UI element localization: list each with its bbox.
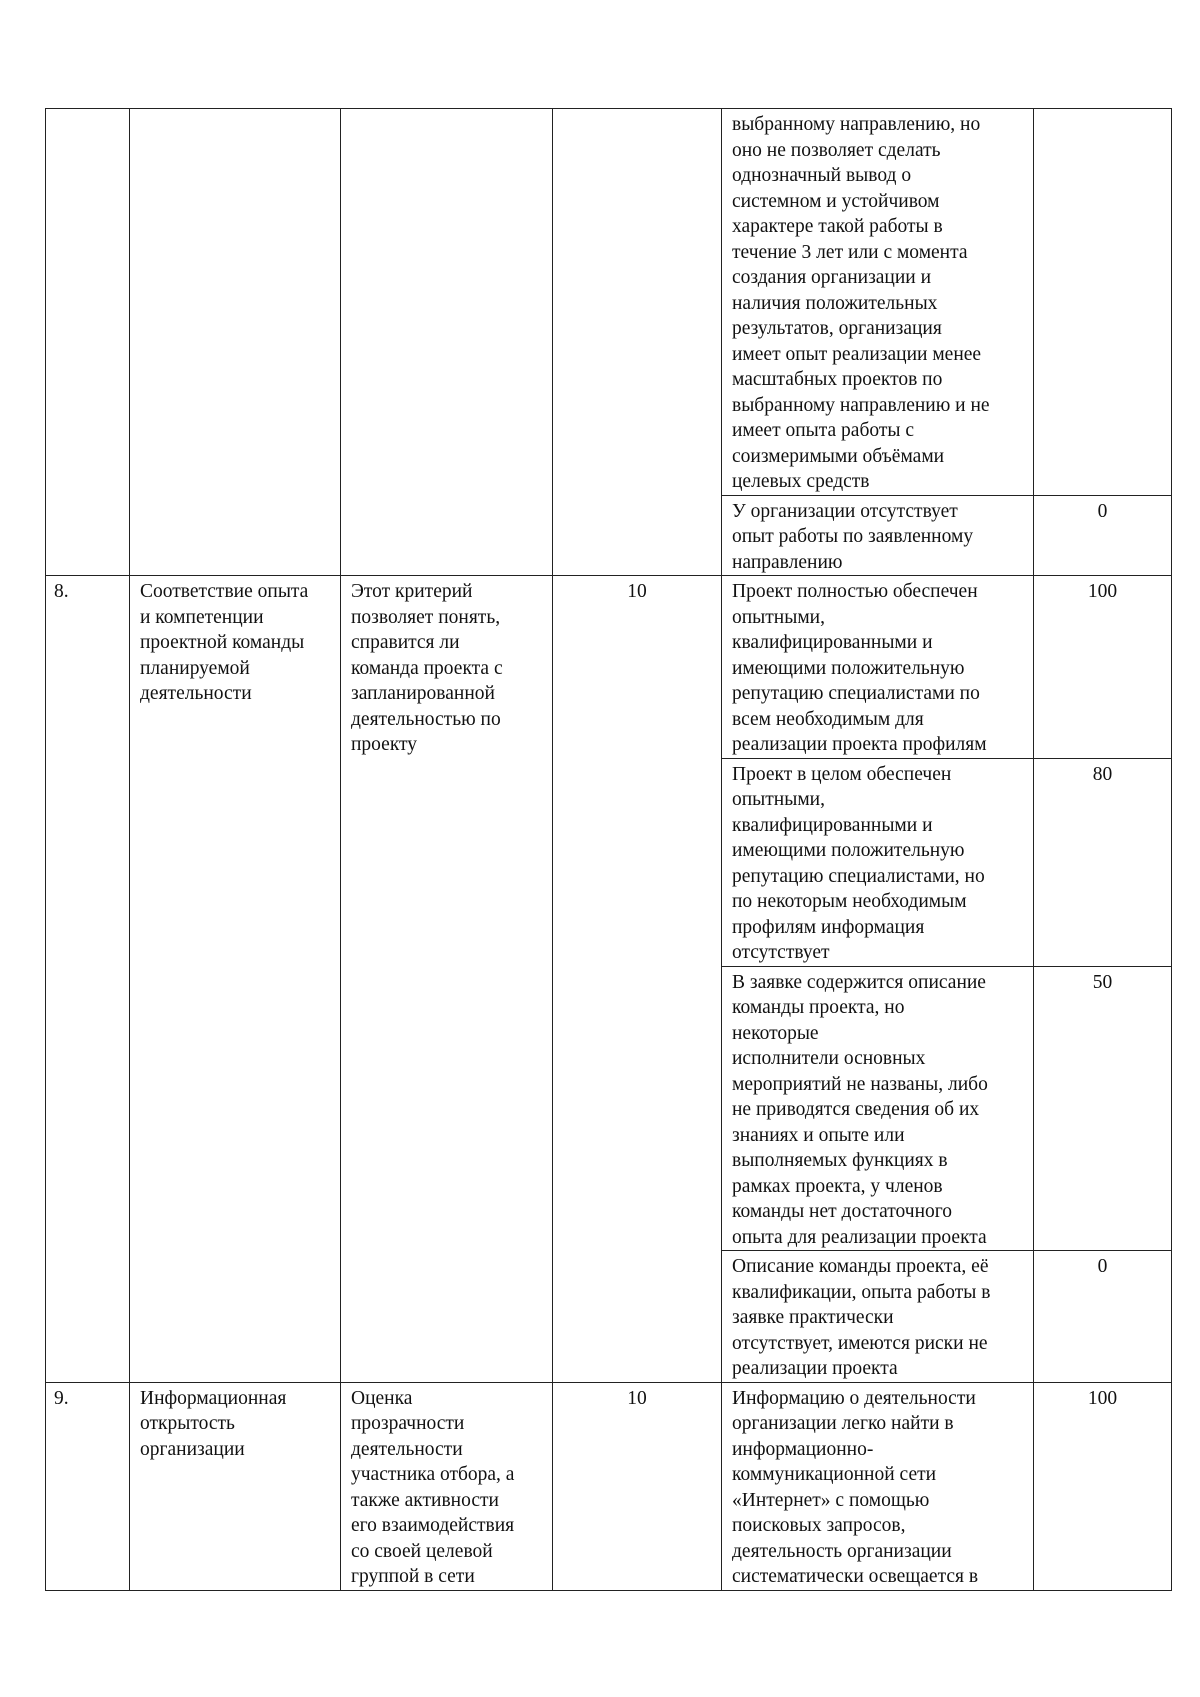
level-description: выбранному направлению, но оно не позволяет сделать однозначный вывод о системном и устойчивом характере такой работы в течение 3 лет или с момента создания организации и наличия положительных результатов, организация имеет опыт реализации менее масштабных проектов по выбранному направлению и не имеет опыта работы с соизмеримыми объёмами целевых средств	[722, 109, 1034, 496]
level-description: У организации отсутствует опыт работы по заявленному направлению	[722, 495, 1034, 576]
criterion-explanation: Этот критерий позволяет понять, справится ли команда проекта с запланированной деятельностью по проекту	[341, 576, 553, 1383]
criterion-name: Соответствие опыта и компетенции проектной команды планируемой деятельности	[130, 576, 341, 1383]
criterion-explanation: Оценка прозрачности деятельности участника отбора, а также активности его взаимодействия со своей целевой группой в сети	[341, 1382, 553, 1590]
level-score: 0	[1034, 1251, 1172, 1383]
criteria-table	[45, 108, 1172, 1591]
criterion-number: 8.	[46, 576, 130, 1383]
level-description: Информацию о деятельности организации легко найти в информационно- коммуникационной сети «Интернет» с помощью поисковых запросов, деятельность организации систематически освещается в	[722, 1382, 1034, 1590]
table-row	[46, 1382, 1172, 1590]
level-score: 100	[1034, 1382, 1172, 1590]
criterion-name: Информационная открытость организации	[130, 1382, 341, 1590]
level-description: В заявке содержится описание команды проекта, но некоторые исполнители основных мероприятий не названы, либо не приводятся сведения об их знаниях и опыте или выполняемых функциях в рамках проекта, у членов команды нет достаточного опыта для реализации проекта	[722, 966, 1034, 1251]
criterion-name-cell	[130, 109, 341, 576]
level-description: Проект полностью обеспечен опытными, квалифицированными и имеющими положительную репутацию специалистами по всем необходимым для реализации проекта профилям	[722, 576, 1034, 759]
level-description: Проект в целом обеспечен опытными, квалифицированными и имеющими положительную репутацию специалистами, но по некоторым необходимым профилям информация отсутствует	[722, 758, 1034, 966]
number-cell	[46, 109, 130, 576]
level-score: 0	[1034, 495, 1172, 576]
level-score: 100	[1034, 576, 1172, 759]
level-description: Описание команды проекта, её квалификации, опыта работы в заявке практически отсутствует, имеются риски не реализации проекта	[722, 1251, 1034, 1383]
level-score: 50	[1034, 966, 1172, 1251]
criterion-weight: 10	[553, 1382, 722, 1590]
criterion-explanation-cell	[341, 109, 553, 576]
level-score: 80	[1034, 758, 1172, 966]
level-score	[1034, 109, 1172, 496]
criterion-number: 9.	[46, 1382, 130, 1590]
criterion-weight-cell	[553, 109, 722, 576]
criterion-weight: 10	[553, 576, 722, 1383]
table-row	[46, 576, 1172, 759]
table-row	[46, 109, 1172, 496]
